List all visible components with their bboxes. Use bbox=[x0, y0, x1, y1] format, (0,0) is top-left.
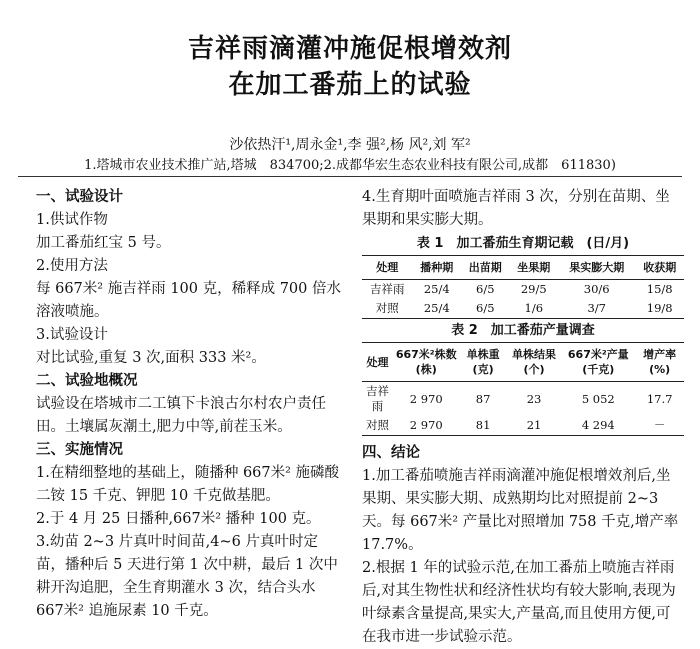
table-cell: 5 052 bbox=[581, 391, 615, 406]
table-cell: 吉祥雨 bbox=[365, 384, 389, 413]
table-1-caption: 表 1 加工番茄生育期记载 (日/月) bbox=[416, 236, 630, 251]
table-cell: 6/5 bbox=[476, 282, 495, 296]
table-cell: 2 970 bbox=[409, 418, 443, 432]
table-row bbox=[362, 382, 684, 417]
table-cell: 23 bbox=[526, 391, 542, 406]
paragraph-step-3: 3.幼苗 2~3 片真叶时间苗,4~6 片真叶时定苗，播种后 5 天进行第 1 次中耕，最后 1 次中耕开沟追肥，全生育期灌水 3 次，结合头水 667米² 追施尿素 10 千克。 bbox=[36, 534, 338, 619]
paragraph-step-2: 2.于 4 月 25 日播种,667米² 播种 100 克。 bbox=[36, 511, 321, 527]
subheading-crop: 1.供试作物 bbox=[36, 212, 108, 228]
section-heading-site: 二、试验地概况 bbox=[36, 373, 138, 389]
table-2-caption: 表 2 加工番茄产量调查 bbox=[451, 323, 595, 338]
table-row bbox=[362, 299, 684, 319]
table-cell: 21 bbox=[526, 418, 542, 432]
column-header: 单株结果(个) bbox=[507, 343, 562, 382]
growth-period-table bbox=[362, 255, 684, 319]
yield-survey-table bbox=[362, 342, 684, 436]
table-row bbox=[362, 280, 684, 300]
section-heading-implementation: 三、实施情况 bbox=[36, 442, 123, 458]
left-column bbox=[36, 186, 344, 623]
table-cell: 17.7 bbox=[646, 391, 673, 406]
table-cell: 2 970 bbox=[409, 391, 443, 406]
header-divider bbox=[18, 176, 682, 177]
column-header: 收获期 bbox=[635, 256, 684, 280]
table-cell: 4 294 bbox=[581, 418, 615, 432]
table-cell: 对照 bbox=[365, 418, 389, 432]
paragraph-step-4: 4.生育期叶面喷施吉祥雨 3 次，分别在苗期、坐果期和果实膨大期。 bbox=[362, 189, 670, 228]
column-header: 667米²株数(株) bbox=[393, 343, 460, 382]
subheading-method: 2.使用方法 bbox=[36, 258, 108, 274]
right-column bbox=[362, 186, 684, 649]
column-header: 667米²产量(千克) bbox=[561, 343, 635, 382]
column-header: 播种期 bbox=[412, 256, 461, 280]
column-header: 果实膨大期 bbox=[558, 256, 635, 280]
column-header: 处理 bbox=[362, 256, 412, 280]
section-heading-design: 一、试验设计 bbox=[36, 189, 123, 205]
column-header: 单株重(克) bbox=[459, 343, 506, 382]
table-cell: 81 bbox=[475, 418, 491, 432]
paragraph-design: 对比试验,重复 3 次,面积 333 米²。 bbox=[36, 350, 266, 366]
table-cell: － bbox=[653, 418, 666, 432]
table-cell: 25/4 bbox=[423, 282, 450, 296]
table-cell: 19/8 bbox=[646, 301, 673, 315]
column-header: 增产率(%) bbox=[635, 343, 684, 382]
table-cell: 25/4 bbox=[423, 301, 450, 315]
table-row bbox=[362, 416, 684, 436]
table-cell: 30/6 bbox=[583, 282, 610, 296]
paragraph-step-1: 1.在精细整地的基础上，随播种 667米² 施磷酸二铵 15 千克、钾肥 10 千克做基肥。 bbox=[36, 465, 340, 504]
table-cell: 1/6 bbox=[524, 301, 544, 315]
table-cell: 87 bbox=[475, 391, 491, 406]
paragraph-conclusion-2: 2.根据 1 年的试验示范,在加工番茄上喷施吉祥雨后,对其生物性状和经济性状均有较大影响,表现为叶绿素含量提高,果实大,产量高,而且使用方便,可在我市进一步试验示范。 bbox=[362, 560, 676, 645]
table-cell: 对照 bbox=[375, 301, 399, 315]
table-cell: 吉祥雨 bbox=[369, 282, 405, 296]
column-header: 坐果期 bbox=[510, 256, 559, 280]
table-cell: 3/7 bbox=[587, 301, 606, 315]
paragraph-method: 每 667米² 施吉祥雨 100 克，稀释成 700 倍水溶液喷施。 bbox=[36, 281, 341, 320]
paragraph-conclusion-1: 1.加工番茄喷施吉祥雨滴灌冲施促根增效剂后,坐果期、果实膨大期、成熟期均比对照提前 2~3 天。每 667米² 产量比对照增加 758 千克,增产率17.7%。 bbox=[362, 468, 679, 553]
author-list: 沙依热汗¹,周永金¹,李 强²,杨 风²,刘 军² bbox=[229, 137, 471, 153]
article-title-line-1: 吉祥雨滴灌冲施促根增效剂 bbox=[187, 34, 512, 64]
affiliation: 1.塔城市农业技术推广站,塔城 834700;2.成都华宏生态农业科技有限公司,成都 611830) bbox=[84, 158, 616, 173]
table-cell: 29/5 bbox=[520, 282, 547, 296]
subheading-design: 3.试验设计 bbox=[36, 327, 108, 343]
table-cell: 6/5 bbox=[476, 301, 495, 315]
paragraph-site: 试验设在塔城市二工镇下卡浪古尔村农户责任田。土壤属灰潮土,肥力中等,前茬玉米。 bbox=[36, 396, 326, 435]
table-header-row bbox=[362, 343, 684, 382]
table-header-row bbox=[362, 256, 684, 280]
article-title-line-2: 在加工番茄上的试验 bbox=[228, 70, 472, 100]
paragraph-crop: 加工番茄红宝 5 号。 bbox=[36, 235, 171, 251]
table-cell: 15/8 bbox=[646, 282, 673, 296]
column-header: 出苗期 bbox=[461, 256, 510, 280]
column-header: 处理 bbox=[362, 343, 393, 382]
section-heading-conclusion: 四、结论 bbox=[362, 445, 420, 461]
